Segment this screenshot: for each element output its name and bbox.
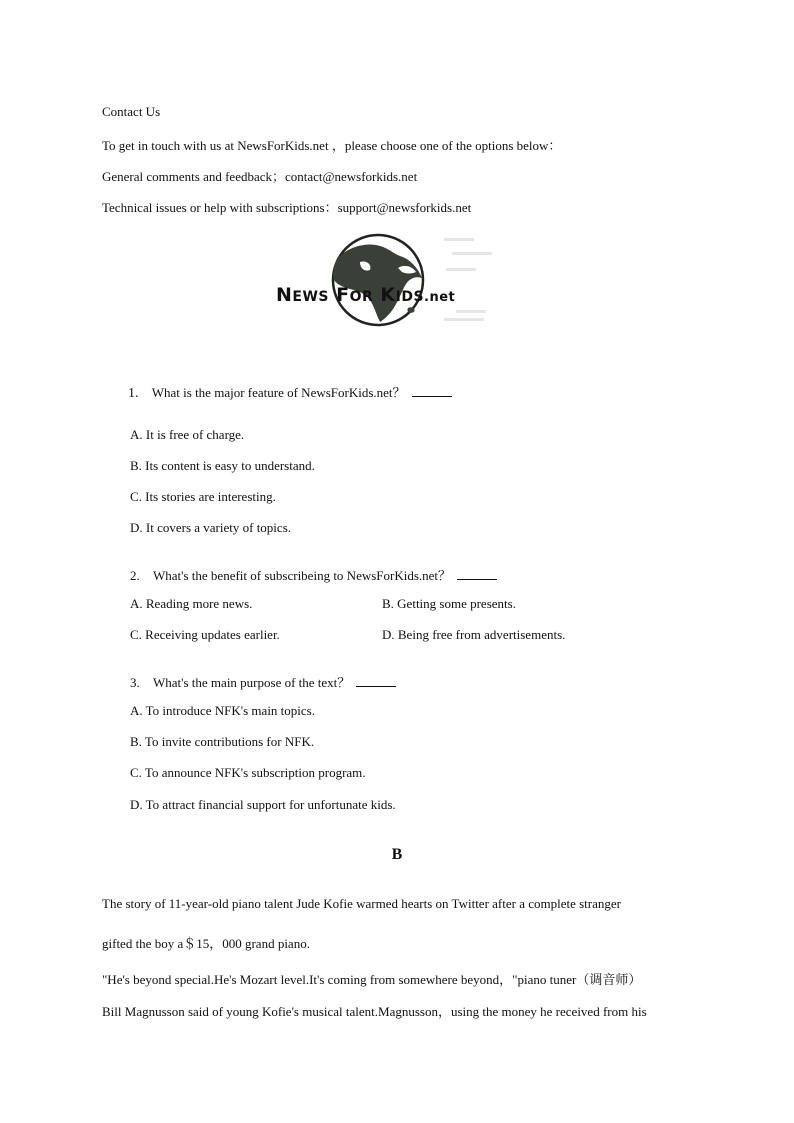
- logo-letters-ews: EWS: [292, 289, 329, 305]
- answer-blank: [356, 676, 396, 687]
- question-2-option-d: D. Being free from advertisements.: [382, 627, 566, 642]
- question-2-option-b: B. Getting some presents.: [382, 596, 516, 611]
- logo-letter-k: K: [373, 284, 396, 306]
- logo-letters-or: OR: [349, 289, 374, 305]
- newsforkids-logo: [276, 232, 526, 332]
- section-b-heading: B: [391, 846, 403, 863]
- logo-letters-ids: IDS: [395, 289, 425, 305]
- contact-technical: Technical issues or help with subscriptions：support@newsforkids.net: [102, 200, 472, 215]
- question-3-option-c: C. To announce NFK's subscription program.: [130, 765, 366, 780]
- section-b-paragraph-1-line-2: gifted the boy a＄15，000 grand piano.: [102, 936, 310, 951]
- question-3: [130, 672, 396, 691]
- question-3-option-b: B. To invite contributions for NFK.: [130, 734, 315, 749]
- question-1-option-b: B. Its content is easy to understand.: [130, 458, 315, 473]
- question-3-option-d: D. To attract financial support for unfortunate kids.: [130, 797, 396, 812]
- contact-general: General comments and feedback；contact@newsforkids.net: [102, 169, 418, 184]
- contact-intro: To get in touch with us at NewsForKids.net ，please choose one of the options below：: [102, 138, 562, 153]
- section-b-paragraph-1-line-1: The story of 11-year-old piano talent Jude Kofie warmed hearts on Twitter after a complete stranger: [102, 896, 621, 911]
- logo-letter-n: N: [276, 284, 293, 306]
- logo-net: .net: [424, 290, 456, 305]
- globe-icon: [276, 232, 526, 332]
- question-1-option-a: A. It is free of charge.: [130, 427, 245, 442]
- question-3-text: What's the main purpose of the text？: [153, 675, 351, 690]
- logo-letter-f: F: [329, 284, 350, 306]
- question-2-text: What's the benefit of subscribeing to NewsForKids.net？: [153, 568, 452, 583]
- question-1-option-d: D. It covers a variety of topics.: [130, 520, 292, 535]
- question-3-option-a: A. To introduce NFK's main topics.: [130, 703, 315, 718]
- logo-text: [276, 284, 455, 306]
- question-2-option-a: A. Reading more news.: [130, 596, 253, 611]
- question-1: [128, 382, 452, 402]
- question-1-number: 1.: [128, 386, 139, 401]
- question-2: [130, 565, 497, 584]
- answer-blank: [412, 386, 452, 397]
- section-b-paragraph-2-line-2: Bill Magnusson said of young Kofie's musical talent.Magnusson，using the money he received from his: [102, 1004, 647, 1019]
- question-1-option-c: C. Its stories are interesting.: [130, 489, 276, 504]
- contact-title: Contact Us: [102, 104, 161, 119]
- answer-blank: [457, 569, 497, 580]
- question-2-number: 2.: [130, 568, 140, 583]
- question-1-text: What is the major feature of NewsForKids.net？: [151, 385, 406, 400]
- question-2-option-c: C. Receiving updates earlier.: [130, 627, 280, 642]
- section-b-paragraph-2-line-1: "He's beyond special.He's Mozart level.It's coming from somewhere beyond，"piano tuner（调音师）: [102, 972, 642, 987]
- question-3-number: 3.: [130, 675, 140, 690]
